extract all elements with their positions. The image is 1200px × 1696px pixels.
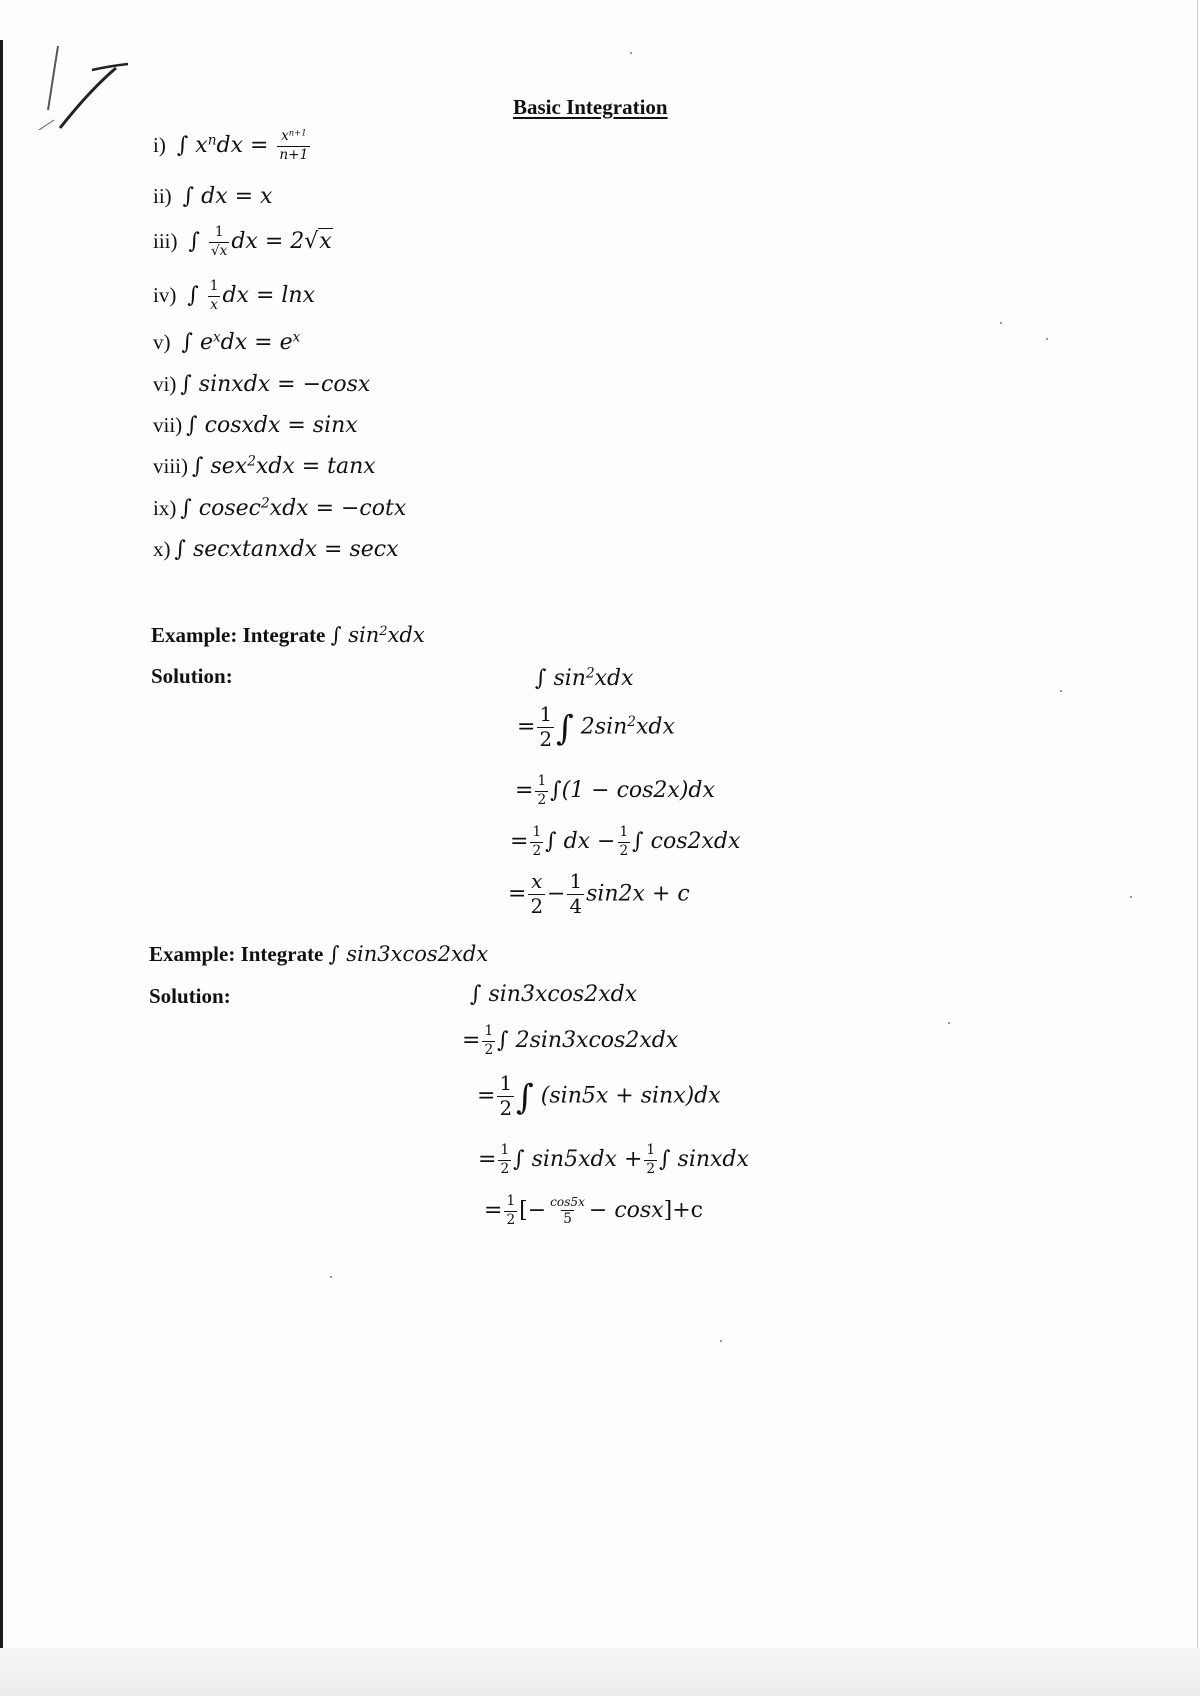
scan-speck [1046, 338, 1048, 340]
example2-step-1: ∫ sin3xcos2xdx [470, 982, 638, 1007]
scan-speck [1130, 896, 1132, 898]
scan-speck [948, 1022, 950, 1024]
scan-bottom-band [0, 1648, 1200, 1696]
example1-step-3: = $\frac{1}{2}$ ∫(1 − cos2x)dx [515, 773, 715, 808]
formula-v: v) ∫ $e^xdx = e^x$ [153, 329, 301, 355]
formula-viii: viii) ∫ sex$^2$xdx = tanx [153, 453, 376, 479]
scan-speck [330, 1276, 332, 1278]
scan-speck [1060, 690, 1062, 692]
example1-step-5: = $\frac{x}{2}$ − $\frac{1}{4}$ sin2x + c [508, 870, 690, 918]
example2-heading: Example: Integrate ∫ sin3xcos2xdx [149, 942, 489, 966]
example2-step-3: = $\frac{1}{2}$ ∫ (sin5x + sinx)dx [477, 1072, 721, 1120]
example2-step-5: = $\frac{1}{2}$ [− $\frac{\cos 5x}{5}$ − cosx]+c [484, 1193, 703, 1228]
scan-left-edge [0, 40, 3, 1650]
example1-step-4: = $\frac{1}{2}$ ∫ dx − $\frac{1}{2}$ ∫ cos2xdx [510, 824, 741, 859]
formula-iii: iii) ∫ $\frac{1}{√x}$ dx = 2√x [153, 224, 332, 259]
scan-right-edge [1197, 0, 1198, 1696]
formula-iv: iv) ∫ $\frac{1}{x}$ dx = lnx [153, 278, 315, 313]
example2-solution-label: Solution: [149, 984, 231, 1008]
formula-ii: ii) ∫ dx = x [153, 184, 273, 209]
example2-step-4: = $\frac{1}{2}$ ∫ sin5xdx + $\frac{1}{2}$ ∫ sinxdx [478, 1142, 749, 1177]
handwritten-tick-mark [30, 40, 140, 130]
example2-step-2: = $\frac{1}{2}$ ∫ 2sin3xcos2xdx [462, 1023, 679, 1058]
formula-vii: vii) ∫ cosxdx = sinx [153, 413, 358, 438]
formula-x: x) ∫ secxtanxdx = secx [153, 537, 399, 562]
formula-ix: ix) ∫ cosec$^2$xdx = −cotx [153, 495, 407, 521]
formula-i: i) ∫ $x^ndx$ = $\frac{x^{n+1}}{n+1}$ [153, 127, 309, 163]
scan-speck [1000, 322, 1002, 324]
formula-vi: vi) ∫ sinxdx = −cosx [153, 372, 371, 397]
example1-solution-label: Solution: [151, 664, 233, 688]
formula-label: i) [153, 133, 166, 158]
scan-speck [720, 1340, 722, 1342]
example1-step-2: = $\frac{1}{2}$ ∫ $2\sin^2xdx$ [517, 703, 675, 751]
page-title: Basic Integration [513, 95, 668, 119]
scan-speck [630, 52, 632, 54]
example1-step-1: ∫ $\sin^2xdx$ [535, 665, 634, 691]
example1-heading: Example: Integrate ∫ $\sin^2xdx$ [151, 623, 425, 647]
